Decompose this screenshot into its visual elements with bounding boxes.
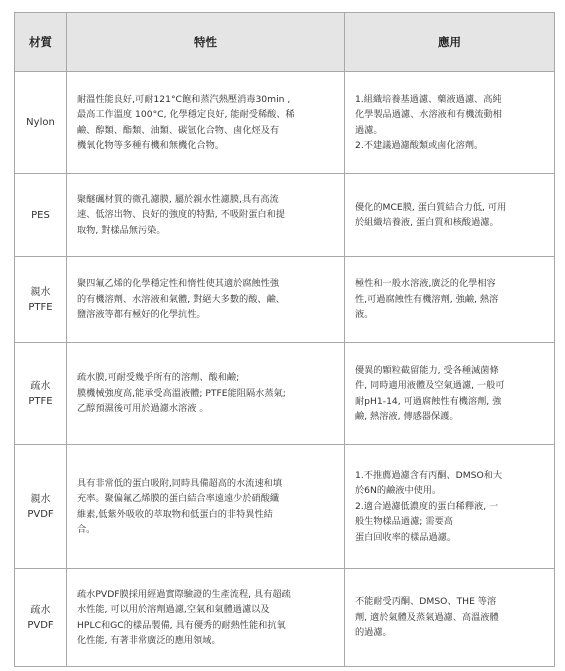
header-properties: 特性	[67, 13, 345, 72]
material-cell	[15, 257, 67, 343]
applications-line: 優異的顆粒截留能力, 受各種滅菌條	[355, 364, 499, 376]
applications-line: 耐pH1-14, 可過腐蝕性有機溶劑, 強	[355, 395, 502, 407]
applications-line: 1.不推薦過濾含有丙酮、DMSO和大	[355, 469, 503, 481]
properties-line: 膜機械強度高,能承受高溫液體; PTFE能阻隔水蒸氣;	[77, 387, 286, 399]
properties-line: 鹽溶液等都有極好的化學抗性。	[77, 309, 206, 321]
applications-line: 極性和一般水溶液,廣泛的化學相容	[355, 278, 496, 290]
applications-line: 優化的MCE膜, 蛋白質結合力低, 可用	[355, 201, 507, 213]
applications-line: 劑, 適於氣體及蒸氣過濾、高溫液體	[355, 611, 499, 623]
properties-line: 維素,低紫外吸收的萃取物和低蛋白的非特異性結	[77, 508, 273, 520]
membrane-materials-table	[14, 12, 555, 667]
material-line: 親水	[30, 286, 51, 298]
properties-cell	[67, 72, 345, 174]
material-cell	[15, 72, 67, 174]
applications-cell	[345, 569, 555, 667]
table-row-pes	[15, 174, 555, 257]
material-line: PTFE	[28, 395, 53, 407]
properties-cell	[67, 569, 345, 667]
material-cell	[15, 174, 67, 257]
header-material: 材質	[15, 13, 67, 72]
applications-line: 不能耐受丙酮、DMSO、THE 等溶	[355, 596, 497, 608]
applications-line: 的過濾。	[355, 627, 392, 639]
properties-line: 機氧化物等多種有機和無機化合物。	[77, 140, 224, 151]
table-header-row	[15, 13, 555, 72]
material-line: PES	[31, 209, 50, 221]
properties-line: HPLC和GC的樣品製備, 具有優秀的耐熱性能和抗氧	[77, 619, 286, 631]
properties-cell	[67, 174, 345, 257]
material-cell	[15, 343, 67, 445]
applications-cell	[345, 343, 555, 445]
applications-line: 件, 同時適用液體及空氣過濾, 一般可	[355, 380, 505, 391]
properties-line: 疏水PVDF膜採用經過實際驗證的生產流程, 具有超疏	[77, 588, 291, 600]
table-row-hydrophilic-ptfe	[15, 257, 555, 343]
properties-line: 耐溫性能良好,可耐121°C飽和蒸汽熱壓消毒30min ,	[77, 93, 291, 105]
properties-line: 速、低溶出物、良好的強度的特點, 不吸附蛋白和提	[77, 209, 285, 221]
applications-line: 化學製品過濾、水溶液和有機流動相	[355, 109, 502, 120]
applications-line: 於組織培養液, 蛋白質和核酸過濾。	[355, 217, 499, 228]
properties-cell	[67, 257, 345, 343]
applications-line: 2.適合過濾低濃度的蛋白稀釋液, 一	[355, 500, 499, 512]
applications-line: 液。	[355, 309, 374, 321]
material-line: 親水	[30, 493, 51, 505]
applications-line: 性,可過腐蝕性有機溶劑, 強鹼, 熱溶	[355, 293, 499, 305]
properties-line: 水性能, 可以用於溶劑過濾,空氣和氣體過濾以及	[77, 604, 270, 615]
properties-cell	[67, 445, 345, 569]
applications-line: 蛋白回收率的樣品過濾。	[355, 531, 457, 543]
material-cell	[15, 445, 67, 569]
properties-cell	[67, 343, 345, 445]
material-line: PTFE	[28, 301, 53, 313]
applications-cell	[345, 174, 555, 257]
applications-cell	[345, 72, 555, 174]
properties-line: 鹼、醇類、酯類、油類、碳氫化合物、鹵化烴及有	[77, 124, 280, 136]
material-line: Nylon	[26, 117, 55, 128]
properties-line: 取物, 對樣品無污染。	[77, 224, 166, 236]
properties-line: 聚醚碸材質的微孔濾膜, 屬於親水性濾膜,具有高流	[77, 193, 279, 205]
properties-line: 的有機溶劑、水溶液和氣體, 對絕大多數的酸、鹼、	[77, 293, 285, 305]
table-row-nylon	[15, 72, 555, 174]
table-row-hydrophobic-ptfe	[15, 343, 555, 445]
applications-line: 於6N的鹼液中使用。	[355, 485, 442, 497]
applications-line: 鹼, 熱溶液, 傳感器保護。	[355, 411, 459, 422]
applications-line: 過濾。	[355, 124, 383, 136]
properties-line: 聚四氟乙烯的化學穩定性和惰性使其適於腐蝕性強	[77, 278, 280, 290]
applications-cell	[345, 257, 555, 343]
applications-line: 1.組織培養基過濾、藥液過濾、高純	[355, 93, 502, 105]
applications-line: 般生物樣品過濾; 需要高	[355, 516, 453, 528]
properties-line: 乙醇預濕後可用於過濾水溶液 。	[77, 403, 209, 415]
header-applications: 應用	[345, 13, 555, 72]
properties-line: 疏水膜,可耐受幾乎所有的溶劑、酸和鹼;	[77, 372, 240, 384]
material-cell	[15, 569, 67, 667]
material-line: PVDF	[27, 508, 54, 520]
properties-line: 充率。聚偏氟乙烯膜的蛋白結合率遠遠少於硝酸纖	[77, 493, 280, 504]
material-line: 疏水	[30, 604, 51, 616]
applications-cell	[345, 445, 555, 569]
table-row-hydrophilic-pvdf	[15, 445, 555, 569]
properties-line: 化性能, 有著非常廣泛的應用領域。	[77, 635, 221, 646]
material-line: 疏水	[30, 380, 51, 392]
applications-line: 2.不建議過濾酸類或鹵化溶劑。	[355, 140, 484, 151]
properties-line: 最高工作溫度 100°C, 化學穩定良好, 能耐受稀酸、稀	[77, 109, 295, 120]
properties-line: 合。	[77, 524, 96, 535]
material-line: PVDF	[27, 619, 54, 631]
properties-line: 具有非常低的蛋白吸附,同時具備超高的水流速和填	[77, 477, 283, 489]
table-row-hydrophobic-pvdf	[15, 569, 555, 667]
